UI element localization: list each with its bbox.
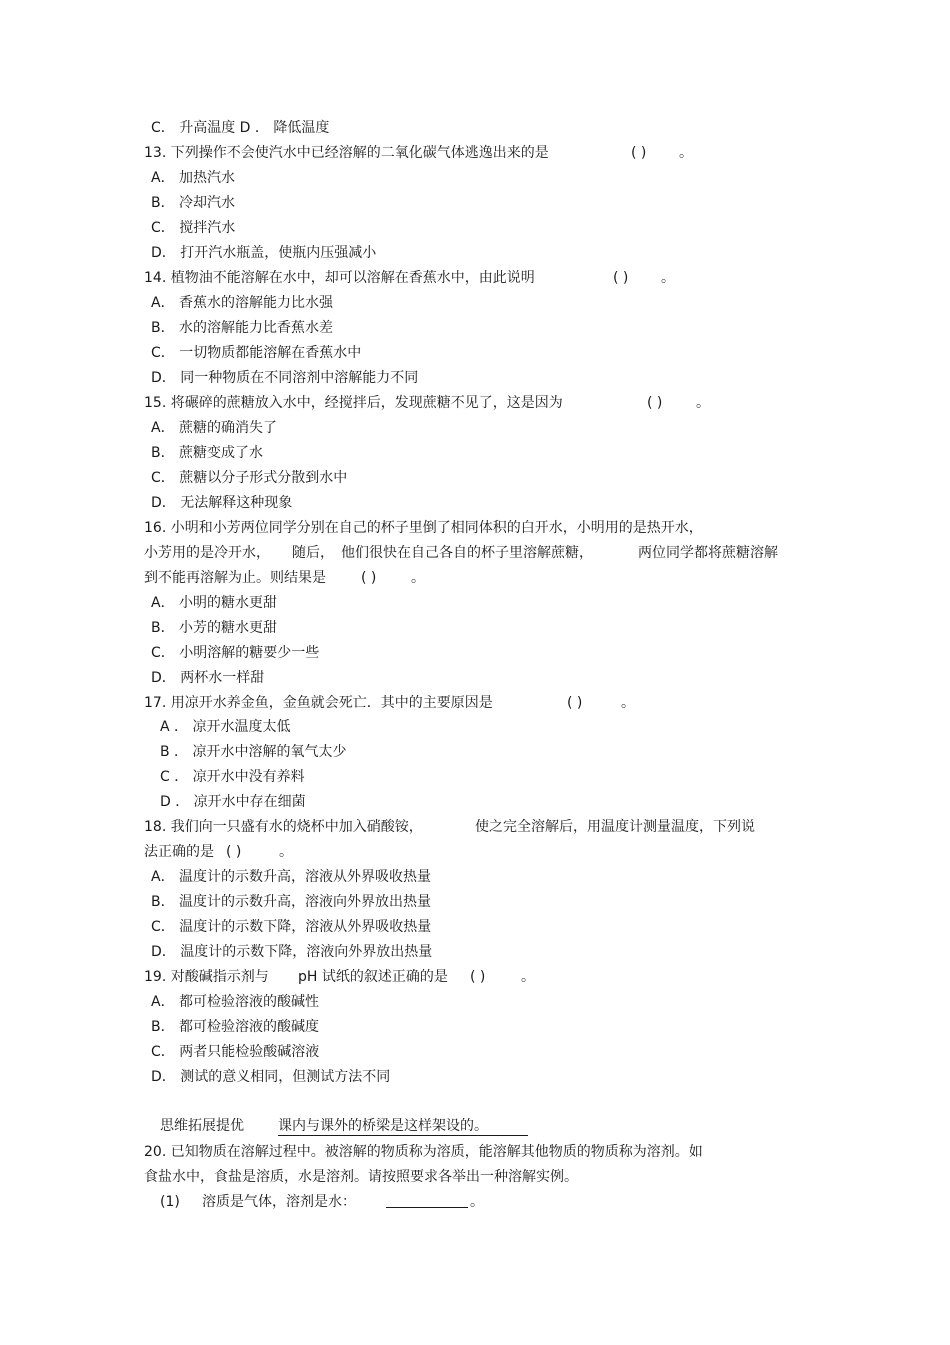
period-text: 。 (696, 395, 710, 411)
question-text: 小芳用的是冷开水， (144, 545, 270, 561)
sub-text: 溶质是气体，溶剂是水： (202, 1194, 356, 1210)
option-c (151, 219, 235, 237)
question-text: 使之完全溶解后，用温度计测量温度，下列说 (475, 819, 755, 835)
period-text: 。 (411, 570, 425, 586)
answer-paren (613, 269, 628, 287)
question-20-line2 (144, 1168, 578, 1186)
question-text: 法正确的是 (144, 844, 214, 860)
period (279, 843, 293, 861)
paren: ( ) (567, 695, 583, 711)
option-c (151, 918, 431, 936)
option-text: C． 一切物质都能溶解在香蕉水中 (151, 345, 362, 361)
question-16-line2b (292, 544, 334, 562)
period (696, 394, 710, 412)
period-text: 。 (470, 1194, 484, 1210)
answer-paren (361, 569, 376, 587)
option-text: C． 搅拌汽水 (151, 220, 236, 236)
period-text: 。 (661, 270, 675, 286)
option-text: A． 香蕉水的溶解能力比水强 (151, 295, 334, 311)
period-text: 。 (621, 695, 635, 711)
period-text: 。 (279, 844, 293, 860)
question-text: 两位同学都将蔗糖溶解 (638, 545, 778, 561)
option-text: C ． 凉开水中没有养料 (160, 769, 305, 785)
option-text: B． 冷却汽水 (151, 195, 236, 211)
option-text: A． 温度计的示数升高，溶液从外界吸收热量 (151, 869, 432, 885)
option-d (151, 369, 418, 387)
option-text: D． 同一种物质在不同溶剂中溶解能力不同 (151, 370, 419, 386)
option-d (151, 244, 376, 262)
option-a (151, 294, 333, 312)
option-b (151, 619, 277, 637)
section-title-text: 思维拓展提优 (160, 1118, 244, 1134)
option-text: D． 无法解释这种现象 (151, 495, 293, 511)
question-text: 18. 我们向一只盛有水的烧杯中加入硝酸铵， (144, 819, 423, 835)
option-d (151, 669, 264, 687)
period (661, 269, 675, 287)
option-text: D． 两杯水一样甜 (151, 670, 265, 686)
option-text: C． 小明溶解的糖要少一些 (151, 645, 320, 661)
answer-paren (470, 968, 485, 986)
paren: ( ) (226, 844, 242, 860)
option-text: D． 测试的意义相同，但测试方法不同 (151, 1069, 391, 1085)
answer-paren (631, 144, 646, 162)
option-text: B． 温度计的示数升高，溶液向外界放出热量 (151, 894, 432, 910)
option-text: D ． 凉开水中存在细菌 (160, 794, 306, 810)
question-18-cont (475, 818, 755, 836)
question-16-line2a (144, 544, 270, 562)
question-16-line3 (144, 569, 326, 587)
answer-paren (567, 694, 582, 712)
question-text: 17. 用凉开水养金鱼，金鱼就会死亡．其中的主要原因是 (144, 695, 493, 711)
question-14 (144, 269, 535, 287)
option-a (151, 868, 431, 886)
option-c (151, 1043, 319, 1061)
option-a (151, 993, 319, 1011)
question-text: 随后， (292, 545, 334, 561)
question-13 (144, 144, 549, 162)
section-subtitle-text: 课内与课外的桥梁是这样架设的。 (278, 1118, 488, 1134)
option-text: D． 打开汽水瓶盖，使瓶内压强减小 (151, 245, 377, 261)
question-text: 他们很快在自己各自的杯子里溶解蔗糖， (341, 545, 593, 561)
option-text: C． 升高温度 D ． 降低温度 (151, 120, 330, 136)
question-text: 14. 植物油不能溶解在水中，却可以溶解在香蕉水中，由此说明 (144, 270, 535, 286)
option-text: B． 水的溶解能力比香蕉水差 (151, 320, 334, 336)
paren: ( ) (631, 145, 647, 161)
option-text: D． 温度计的示数下降，溶液向外界放出热量 (151, 944, 433, 960)
option-c-d-line (151, 119, 329, 137)
option-text: C． 蔗糖以分子形式分散到水中 (151, 470, 348, 486)
paren: ( ) (470, 969, 486, 985)
option-text: B ． 凉开水中溶解的氧气太少 (160, 744, 347, 760)
option-c (151, 344, 361, 362)
question-18 (144, 818, 423, 836)
question-text: 19. 对酸碱指示剂与 (144, 969, 269, 985)
option-b (151, 444, 263, 462)
option-text: A． 加热汽水 (151, 170, 236, 186)
answer-blank[interactable] (386, 1193, 484, 1211)
question-16 (144, 519, 703, 537)
option-text: C． 两者只能检验酸碱溶液 (151, 1044, 320, 1060)
period (621, 694, 635, 712)
blank-line[interactable] (386, 1193, 468, 1208)
option-b (151, 194, 235, 212)
option-b (151, 319, 333, 337)
question-16-line2c (341, 544, 593, 562)
section-subtitle (278, 1117, 528, 1136)
option-b (151, 893, 431, 911)
period (679, 144, 693, 162)
option-text: B． 都可检验溶液的酸碱度 (151, 1019, 320, 1035)
question-15 (144, 394, 563, 412)
option-d (160, 793, 306, 811)
answer-paren (226, 843, 241, 861)
option-c (151, 469, 347, 487)
paren: ( ) (613, 270, 629, 286)
period (521, 968, 535, 986)
answer-paren (647, 394, 662, 412)
question-19-cont (298, 968, 448, 986)
question-18-line2 (144, 843, 214, 861)
question-text: 到不能再溶解为止。则结果是 (144, 570, 326, 586)
period-text: 。 (679, 145, 693, 161)
question-20 (144, 1143, 703, 1161)
question-text: 13. 下列操作不会使汽水中已经溶解的二氧化碳气体逃逸出来的是 (144, 145, 549, 161)
period-text: 。 (521, 969, 535, 985)
question-text: 16. 小明和小芳两位同学分别在自己的杯子里倒了相同体积的白开水，小明用的是热开水， (144, 520, 703, 536)
option-a (151, 169, 235, 187)
paren: ( ) (361, 570, 377, 586)
option-d (151, 494, 292, 512)
question-19 (144, 968, 269, 986)
option-c (151, 644, 319, 662)
option-text: A． 小明的糖水更甜 (151, 595, 278, 611)
option-a (160, 718, 290, 736)
sub-number: (1) (160, 1194, 180, 1210)
option-text: B． 蔗糖变成了水 (151, 445, 264, 461)
option-c (160, 768, 305, 786)
question-text: 食盐水中，食盐是溶质，水是溶剂。请按照要求各举出一种溶解实例。 (144, 1169, 578, 1185)
option-text: A． 蔗糖的确消失了 (151, 420, 278, 436)
paren: ( ) (647, 395, 663, 411)
option-text: A． 都可检验溶液的酸碱性 (151, 994, 320, 1010)
option-b (160, 743, 347, 761)
sub-question-number (160, 1193, 180, 1211)
question-17 (144, 694, 493, 712)
question-text: 20. 已知物质在溶解过程中。被溶解的物质称为溶质，能溶解其他物质的物质称为溶剂。如 (144, 1144, 703, 1160)
option-d (151, 943, 432, 961)
option-a (151, 594, 277, 612)
option-a (151, 419, 277, 437)
period (411, 569, 425, 587)
option-text: B． 小芳的糖水更甜 (151, 620, 278, 636)
question-16-line2d (638, 544, 778, 562)
option-d (151, 1068, 390, 1086)
option-b (151, 1018, 319, 1036)
option-text: C． 温度计的示数下降，溶液从外界吸收热量 (151, 919, 432, 935)
sub-question-text (202, 1193, 356, 1211)
question-text: 15. 将碾碎的蔗糖放入水中，经搅拌后，发现蔗糖不见了，这是因为 (144, 395, 563, 411)
section-title (160, 1117, 244, 1135)
question-text: pH 试纸的叙述正确的是 (298, 969, 448, 985)
option-text: A ． 凉开水温度太低 (160, 719, 291, 735)
